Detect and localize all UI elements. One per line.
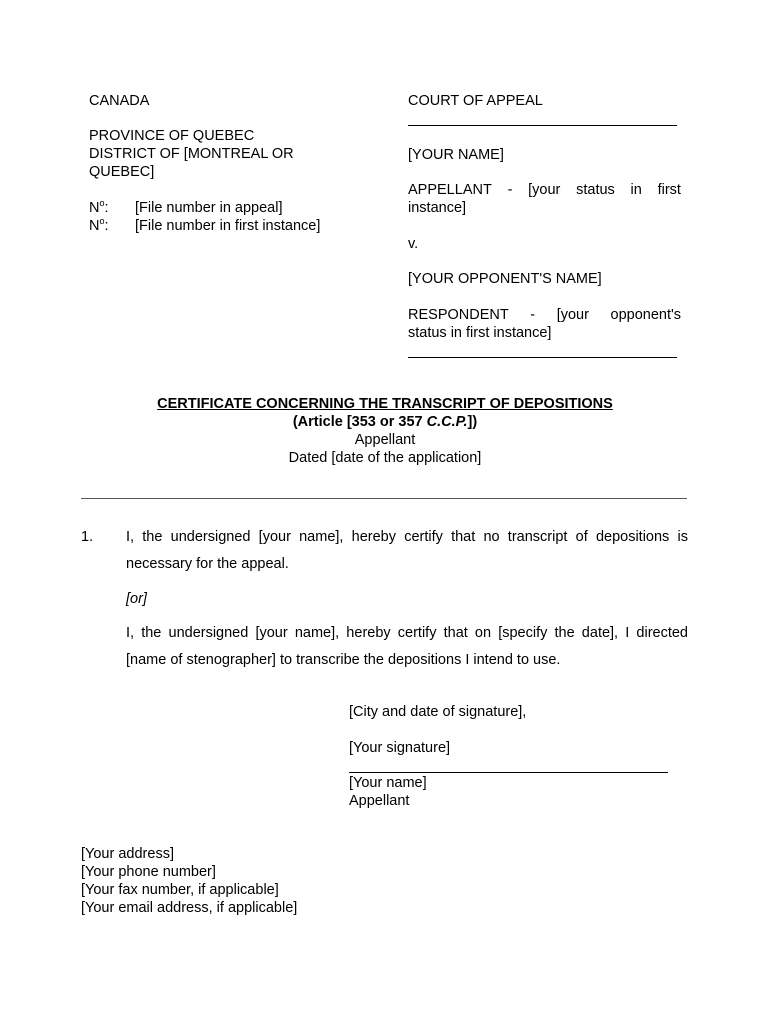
contact-fax: [Your fax number, if applicable]: [81, 882, 279, 898]
file-number-first-instance: [File number in first instance]: [135, 218, 321, 234]
paragraph-2-line-2: [name of stenographer] to transcribe the depositions I intend to use.: [126, 652, 561, 668]
signature-placeholder: [Your signature]: [349, 740, 451, 756]
signature-line: [349, 772, 668, 773]
item-number: 1.: [81, 529, 94, 545]
signature-city-date: [City and date of signature],: [349, 704, 527, 720]
appellant-status-line-1: APPELLANT - [your status in first: [408, 182, 681, 198]
district-line-1: DISTRICT OF [MONTREAL OR: [89, 146, 294, 162]
respondent-name: [YOUR OPPONENT'S NAME]: [408, 271, 602, 287]
court-label: COURT OF APPEAL: [408, 93, 543, 109]
paragraph-1-line-1: I, the undersigned [your name], hereby certify that no transcript of depositions is: [126, 529, 688, 545]
article-reference: (Article [353 or 357 C.C.P.]): [292, 414, 478, 430]
versus-label: v.: [408, 236, 419, 252]
file-number-label-first: $N^o$:: [89, 216, 109, 234]
contact-phone: [Your phone number]: [81, 864, 216, 880]
respondent-status-line-2: status in first instance]: [408, 325, 552, 341]
signer-name: [Your name]: [349, 775, 427, 791]
party-label: Appellant: [354, 432, 416, 448]
country-label: CANADA: [89, 93, 150, 109]
province-label: PROVINCE OF QUEBEC: [89, 128, 255, 144]
section-divider: [81, 498, 687, 499]
appellant-status-line-2: instance]: [408, 200, 467, 216]
district-line-2: QUEBEC]: [89, 164, 155, 180]
or-separator: [or]: [126, 591, 147, 607]
document-title: CERTIFICATE CONCERNING THE TRANSCRIPT OF DEPOSITIONS: [157, 396, 613, 412]
respondent-status-line-1: RESPONDENT - [your opponent's: [408, 307, 681, 323]
file-number-label-appeal: $N^o$:: [89, 198, 109, 216]
contact-email: [Your email address, if applicable]: [81, 900, 298, 916]
appellant-name: [YOUR NAME]: [408, 147, 504, 163]
signer-role: Appellant: [349, 793, 410, 809]
contact-address: [Your address]: [81, 846, 174, 862]
divider-line: [408, 357, 677, 358]
paragraph-1-line-2: necessary for the appeal.: [126, 556, 289, 572]
paragraph-2-line-1: I, the undersigned [your name], hereby certify that on [specify the date], I directed: [126, 625, 688, 641]
file-number-appeal: [File number in appeal]: [135, 200, 283, 216]
dated-line: Dated [date of the application]: [288, 450, 482, 466]
divider-line: [408, 125, 677, 126]
